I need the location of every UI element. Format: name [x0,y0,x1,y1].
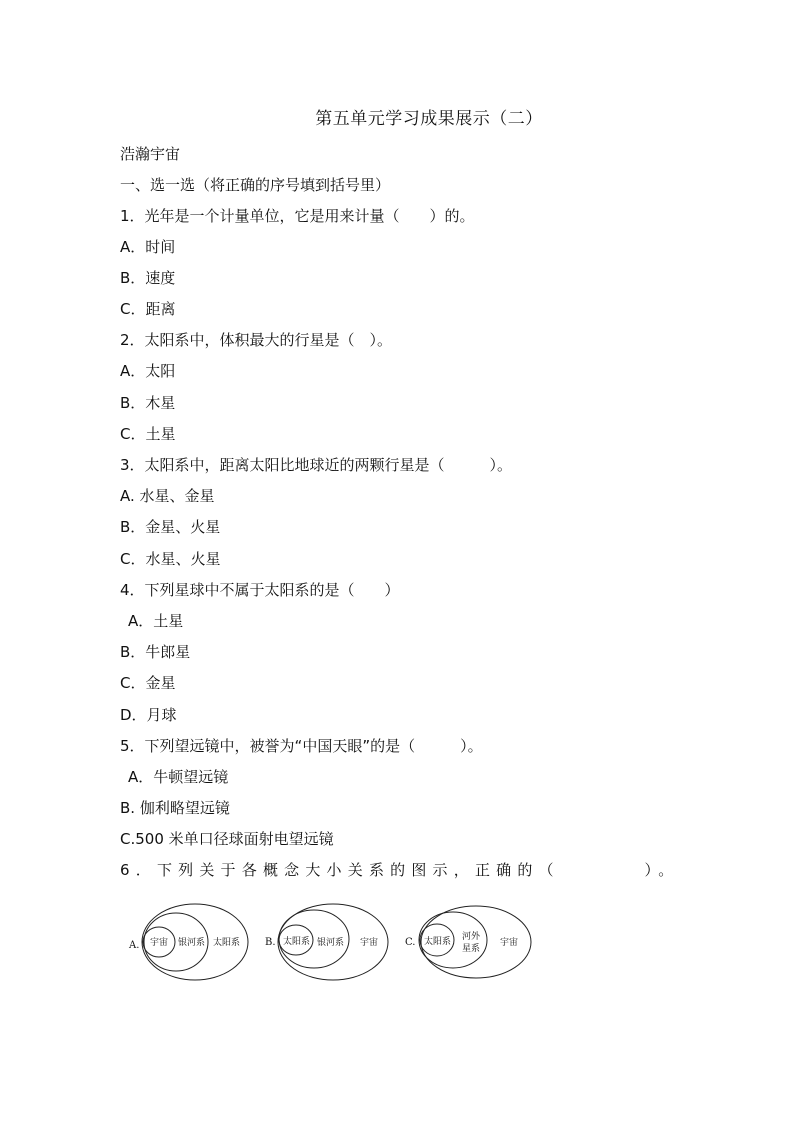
diagram-option-b [265,904,388,980]
diagram-option-a-outer-label: 太阳系 [213,938,241,948]
diagram-option-a-inner-label: 宇宙 [150,938,169,948]
question-4-option-c: C．金星 [120,674,176,692]
question-5-option-a: A．牛顿望远镜 [128,768,229,786]
question-4-option-a: A．土星 [128,612,184,630]
question-1-stem: 1．光年是一个计量单位，它是用来计量（ ）的。 [120,207,475,225]
concept-diagram [120,882,540,982]
diagram-option-c-label: C. [405,937,416,948]
question-5-option-b: B. 伽利略望远镜 [120,799,230,817]
question-5-option-c: C.500 米单口径球面射电望远镜 [120,830,334,848]
question-2-option-b: B．木星 [120,394,176,412]
diagram-option-b-label: B. [265,937,276,948]
question-2-option-a: A．太阳 [120,362,176,380]
question-1-option-b: B．速度 [120,269,176,287]
diagram-option-b-inner-label: 太阳系 [283,937,311,947]
section-title: 浩瀚宇宙 [120,145,181,163]
concept-diagram-svg [120,882,540,982]
question-5-stem: 5．下列望远镜中，被誉为“中国天眼”的是（ ）。 [120,737,483,755]
diagram-option-a-label: A. [129,940,140,951]
diagram-option-c-outer-label: 宇宙 [500,938,519,948]
diagram-option-c [405,906,531,978]
diagram-option-a-middle-label: 银河系 [178,938,206,948]
question-3-option-a: A. 水星、金星 [120,487,215,505]
diagram-option-a [128,904,248,980]
question-3-option-c: C．水星、火星 [120,550,221,568]
part-heading: 一、选一选（将正确的序号填到括号里） [120,176,391,194]
diagram-option-c-middle-label-line1: 河外 [462,932,481,942]
page-title: 第五单元学习成果展示（二） [315,109,543,129]
question-3-option-b: B．金星、火星 [120,518,221,536]
diagram-option-b-middle-label: 银河系 [317,938,345,948]
question-3-stem: 3．太阳系中，距离太阳比地球近的两颗行星是（ ）。 [120,456,513,474]
question-2-stem: 2．太阳系中，体积最大的行星是（ ）。 [120,331,393,349]
question-4-stem: 4．下列星球中不属于太阳系的是（ ） [120,581,400,599]
diagram-option-b-outer-label: 宇宙 [360,938,379,948]
question-4-option-b: B．牛郎星 [120,643,191,661]
question-4-option-d: D．月球 [120,706,177,724]
question-1-option-a: A．时间 [120,238,176,256]
question-1-option-c: C．距离 [120,300,176,318]
diagram-option-c-inner-label: 太阳系 [424,937,452,947]
question-6-stem: 6．下列关于各概念大小关系的图示，正确的（ ）。 [120,861,680,879]
question-2-option-c: C．土星 [120,425,176,443]
diagram-option-c-middle-label-line2: 星系 [462,944,481,954]
